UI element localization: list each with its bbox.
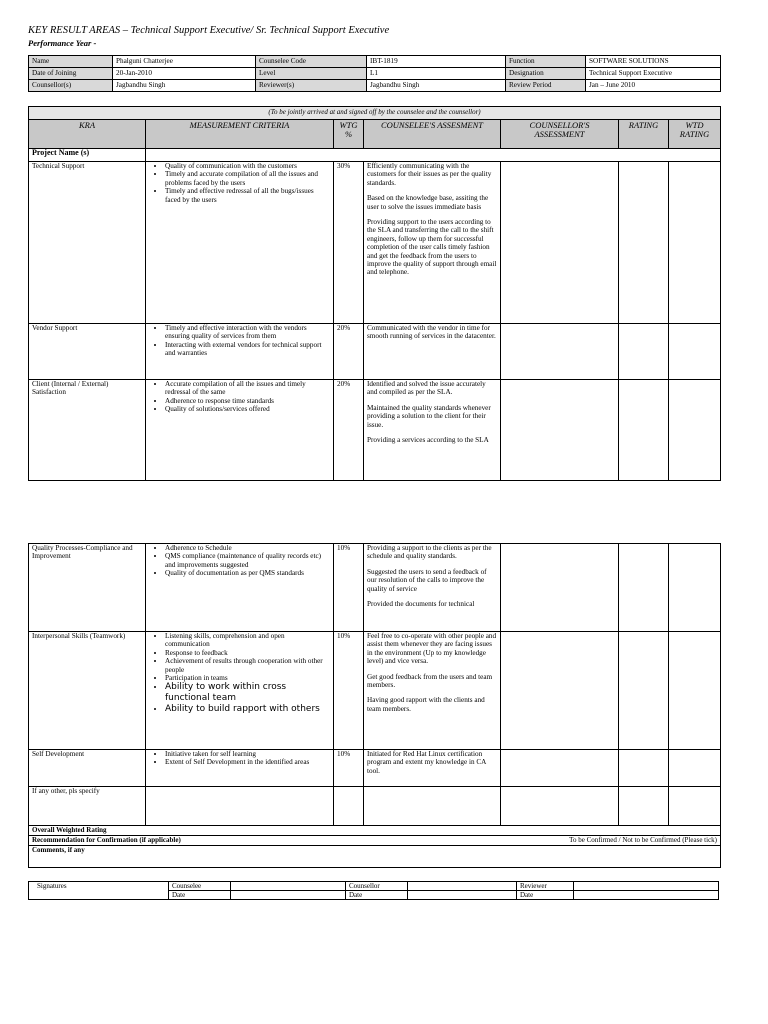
assessment-para: Initiated for Red Hat Linux certification program and extent my knowledge in CA tool. <box>367 750 486 775</box>
designation-value: Technical Support Executive <box>586 68 721 80</box>
criteria-item: • Accurate compilation of all the issues and timely redressal of the same <box>165 380 330 397</box>
assessment-para: Communicated with the vendor in time for smooth running of services in the datacenter. <box>367 324 496 341</box>
code-label: Counselee Code <box>256 56 367 68</box>
assessment-para: Providing a support to the clients as per the schedule and quality standards. <box>367 544 492 561</box>
page-title: KEY RESULT AREAS – Technical Support Executive/ Sr. Technical Support Executive <box>28 25 390 36</box>
wtd-rating-cell <box>669 544 721 632</box>
level-label: Level <box>256 68 367 80</box>
assessment-cell <box>364 162 501 324</box>
assessment-para: Provided the documents for technical <box>367 600 475 609</box>
signatures-label: Signatures <box>29 882 169 900</box>
rating-cell <box>619 750 669 787</box>
assessment-para: Feel free to co-operate with other people and assist them whenever they are facing issues in the environment (Up to my knowledge level) and vice versa. <box>367 632 497 666</box>
criteria-cell <box>146 324 334 380</box>
reviewer-sign-label: Reviewer <box>517 882 574 891</box>
counselee-sign-field[interactable] <box>231 882 346 891</box>
reviewer-label: Reviewer(s) <box>256 80 367 92</box>
criteria-item: • Achievement of results through cooperation with other people <box>165 657 330 674</box>
function-label: Function <box>506 56 586 68</box>
recommendation-label: Recommendation for Confirmation (if applicable) <box>29 836 375 846</box>
counsellor-sign-label: Counsellor <box>346 882 408 891</box>
kra-cell: Vendor Support <box>29 324 146 380</box>
assessment-para: Identified and solved the issue accurately and compiled as per the SLA. <box>367 380 486 397</box>
function-value: SOFTWARE SOLUTIONS <box>586 56 721 68</box>
criteria-cell <box>146 380 334 481</box>
designation-label: Designation <box>506 68 586 80</box>
counsellor-assessment-cell <box>501 632 619 750</box>
counsellor-value: Jagbandhu Singh <box>113 80 256 92</box>
criteria-item: • Ability to build rapport with others <box>165 704 330 715</box>
period-value: Jan – June 2010 <box>586 80 721 92</box>
counselee-date-field[interactable] <box>231 891 346 900</box>
wtg-cell <box>334 787 364 826</box>
rating-cell <box>619 787 669 826</box>
criteria-item: • Extent of Self Development in the identified areas <box>165 758 330 766</box>
comments-label: Comments, if any <box>29 846 721 868</box>
counselee-sign-label: Counselee <box>169 882 231 891</box>
wtd-rating-cell <box>669 787 721 826</box>
name-value: Phalguni Chatterjee <box>113 56 256 68</box>
counsellor-label: Counsellor(s) <box>29 80 113 92</box>
criteria-item: • Quality of documentation as per QMS standards <box>165 569 330 577</box>
wtg-cell: 20% <box>334 324 364 380</box>
counsellor-assessment-cell <box>501 787 619 826</box>
rating-cell <box>619 380 669 481</box>
criteria-item: • Timely and effective redressal of all the bugs/issues faced by the users <box>165 187 330 204</box>
criteria-item: • Listening skills, comprehension and open communication <box>165 632 330 649</box>
kra-cell: Self Development <box>29 750 146 787</box>
kra-table-continued <box>28 543 721 826</box>
counsellor-assessment-cell <box>501 544 619 632</box>
wtd-rating-cell <box>669 380 721 481</box>
kra-cell: Interpersonal Skills (Teamwork) <box>29 632 146 750</box>
counsellor-assessment-cell <box>501 380 619 481</box>
assessment-para: Efficiently communicating with the customers for their issues as per the quality standards. <box>367 162 492 187</box>
assessment-para: Having good rapport with the clients and team members. <box>367 696 485 713</box>
performance-year: Performance Year - <box>28 38 97 48</box>
header-rating: RATING <box>619 120 669 149</box>
assessment-para: Providing a services according to the SLA <box>367 436 489 445</box>
wtg-cell: 10% <box>334 632 364 750</box>
criteria-item: • QMS compliance (maintenance of quality records etc) and improvements suggested <box>165 552 330 569</box>
criteria-cell <box>146 544 334 632</box>
counsellor-assessment-cell <box>501 750 619 787</box>
info-table <box>28 55 721 92</box>
kra-table <box>28 106 721 481</box>
rating-cell <box>619 544 669 632</box>
rating-cell <box>619 632 669 750</box>
criteria-cell <box>146 632 334 750</box>
assessment-para: Get good feedback from the users and team members. <box>367 672 493 690</box>
assessment-para: Based on the knowledge base, assiting the user to solve the issues immediate basis <box>367 194 489 211</box>
signatures-table <box>28 881 719 900</box>
project-name-value <box>146 149 721 162</box>
assessment-cell <box>364 544 501 632</box>
reviewer-sign-field[interactable] <box>574 882 719 891</box>
counsellor-date-field[interactable] <box>408 891 517 900</box>
kra-cell: Technical Support <box>29 162 146 324</box>
criteria-cell <box>146 750 334 787</box>
reviewer-value: Jagbandhu Singh <box>367 80 506 92</box>
header-counselee-assessment: COUNSELEE'S ASSESMENT <box>364 120 501 149</box>
kra-cell: If any other, pls specify <box>29 787 146 826</box>
wtd-rating-cell <box>669 632 721 750</box>
assessment-para: Suggested the users to send a feedback of our resolution of the calls to improve the quality of service <box>367 567 487 593</box>
criteria-item: • Adherence to response time standards <box>165 397 330 405</box>
criteria-item: • Interacting with external vendors for technical support and warranties <box>165 341 330 358</box>
confirmation-choice: To be Confirmed / Not to be Confirmed (Please tick) <box>375 836 721 846</box>
criteria-item: • Adherence to Schedule <box>165 544 330 552</box>
wtg-cell: 10% <box>334 544 364 632</box>
doj-label: Date of Joining <box>29 68 113 80</box>
level-value: L1 <box>367 68 506 80</box>
code-value: IBT-1819 <box>367 56 506 68</box>
name-label: Name <box>29 56 113 68</box>
counsellor-sign-field[interactable] <box>408 882 517 891</box>
criteria-cell <box>146 162 334 324</box>
criteria-item: • Quality of communication with the customers <box>165 162 330 170</box>
wtd-rating-cell <box>669 750 721 787</box>
kra-cell: Quality Processes-Compliance and Improvement <box>29 544 146 632</box>
wtd-rating-cell <box>669 162 721 324</box>
assessment-cell <box>364 750 501 787</box>
project-name-label: Project Name (s) <box>29 149 146 162</box>
header-counsellor-assessment: COUNSELLOR'S ASSESSMENT <box>501 120 619 149</box>
counsellor-date-label: Date <box>346 891 408 900</box>
header-wtd-rating: WTD RATING <box>669 120 721 149</box>
criteria-item: • Timely and effective interaction with the vendors ensuring quality of services from them <box>165 324 330 341</box>
jointly-note: (To be jointly arrived at and signed off by the counselee and the counsellor) <box>29 107 721 120</box>
period-label: Review Period <box>506 80 586 92</box>
criteria-item: • Initiative taken for self learning <box>165 750 330 758</box>
reviewer-date-field[interactable] <box>574 891 719 900</box>
criteria-item: • Quality of solutions/services offered <box>165 405 330 413</box>
wtd-rating-cell <box>669 324 721 380</box>
assessment-cell <box>364 324 501 380</box>
wtg-cell: 10% <box>334 750 364 787</box>
doj-value: 20-Jan-2010 <box>113 68 256 80</box>
assessment-para: Maintained the quality standards whenever providing a solution to the client for their issue. <box>367 403 491 429</box>
header-wtg: WTG % <box>334 120 364 149</box>
criteria-cell <box>146 787 334 826</box>
header-criteria: MEASUREMENT CRITERIA <box>146 120 334 149</box>
overall-weighted-rating: Overall Weighted Rating <box>29 826 721 836</box>
counsellor-assessment-cell <box>501 324 619 380</box>
summary-table <box>28 825 721 868</box>
counsellor-assessment-cell <box>501 162 619 324</box>
reviewer-date-label: Date <box>517 891 574 900</box>
counselee-date-label: Date <box>169 891 231 900</box>
assessment-cell <box>364 787 501 826</box>
kra-cell: Client (Internal / External) Satisfaction <box>29 380 146 481</box>
criteria-item: • Response to feedback <box>165 649 330 657</box>
wtg-cell: 20% <box>334 380 364 481</box>
criteria-item: • Timely and accurate compilation of all the issues and problems faced by the users <box>165 170 330 187</box>
assessment-para: Providing support to the users according to the SLA and transferring the call to the shift engineers, follow up them for successful completion of the user calls timely fashion and get the feedback from the users to improve the quality of support through email and telephone. <box>367 218 497 277</box>
wtg-cell: 30% <box>334 162 364 324</box>
criteria-item: • Ability to work within cross functional team <box>165 682 330 704</box>
rating-cell <box>619 162 669 324</box>
assessment-cell <box>364 632 501 750</box>
rating-cell <box>619 324 669 380</box>
assessment-cell <box>364 380 501 481</box>
header-kra: KRA <box>29 120 146 149</box>
criteria-item: • Participation in teams <box>165 674 330 682</box>
